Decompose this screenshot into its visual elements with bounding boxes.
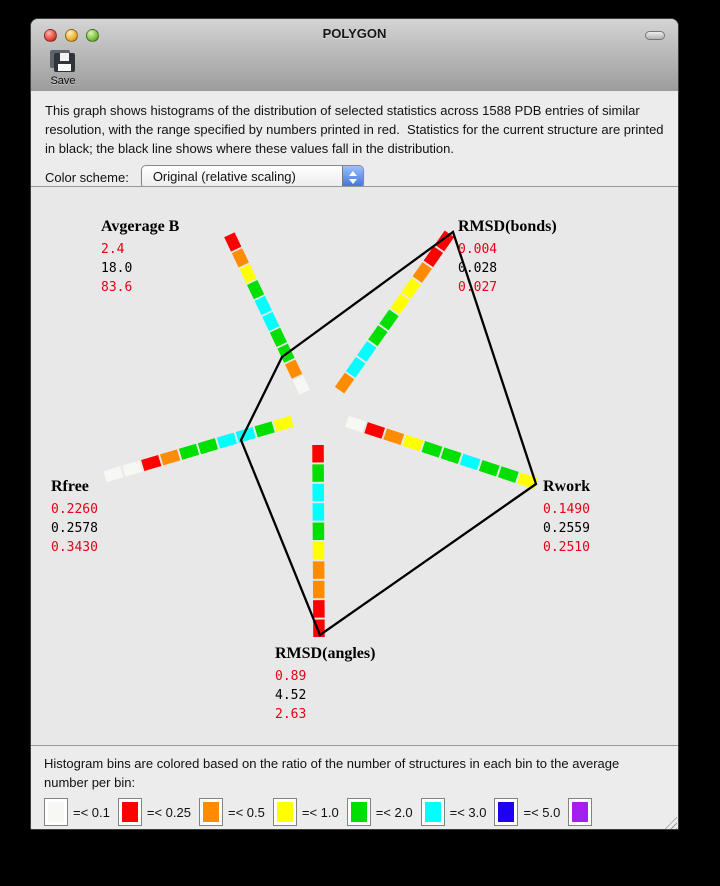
legend-swatch-blue xyxy=(494,798,518,826)
axis-min: 2.4 xyxy=(101,242,125,257)
window-header xyxy=(31,19,678,92)
legend-swatch-white xyxy=(44,798,68,826)
axis-max: 2.63 xyxy=(275,707,307,722)
axis-current: 18.0 xyxy=(101,261,133,276)
save-button[interactable] xyxy=(40,50,86,87)
toolbar xyxy=(31,49,678,91)
description-panel xyxy=(31,91,678,186)
axis-label-rmsd-angles- xyxy=(275,645,375,724)
axis-current: 0.028 xyxy=(458,261,498,276)
polygon-window xyxy=(30,18,679,830)
axis-min: 0.2260 xyxy=(51,502,98,517)
window-title: POLYGON xyxy=(322,26,387,41)
polygon-plot xyxy=(31,186,678,746)
zoom-button[interactable] xyxy=(86,29,99,42)
legend-item-blue xyxy=(494,798,568,826)
description-text: This graph shows histograms of the distribution of selected statistics across 1588 PDB entries of similar resolution, with the range specified by numbers printed in red. Statistics for the current structure are printed in black; the black line shows where these values fall in the distribution. xyxy=(45,103,668,156)
close-button[interactable] xyxy=(44,29,57,42)
axis-label-avgerage-b xyxy=(101,218,179,297)
axis-title: RMSD(angles) xyxy=(275,645,376,662)
traffic-lights xyxy=(44,29,99,42)
toolbar-toggle-button[interactable] xyxy=(645,31,665,40)
legend-label: =< 2.0 xyxy=(375,804,413,820)
axis-min: 0.1490 xyxy=(543,502,590,517)
axis-min: 0.89 xyxy=(275,669,307,684)
axis-label-rmsd-bonds- xyxy=(458,218,557,297)
legend-swatch-orange xyxy=(199,798,223,826)
axis-min: 0.004 xyxy=(458,242,498,257)
legend-label: =< 0.25 xyxy=(146,804,191,820)
legend-item-orange xyxy=(199,798,273,826)
legend-item-white xyxy=(44,798,118,826)
axis-title: RMSD(bonds) xyxy=(458,218,557,235)
legend-label: =< 1.0 xyxy=(301,804,339,820)
axis-max: 0.2510 xyxy=(543,540,590,555)
axis-max: 0.3430 xyxy=(51,540,98,555)
legend-label: =< 0.1 xyxy=(73,804,110,820)
legend-swatch-yellow xyxy=(273,798,297,826)
window-content xyxy=(31,91,678,829)
axis-label-rwork xyxy=(543,478,590,557)
legend-item-cyan xyxy=(421,798,495,826)
legend-item-yellow xyxy=(273,798,347,826)
axis-label-rfree xyxy=(51,478,98,557)
axis-title: Rfree xyxy=(51,478,89,495)
save-button-label: Save xyxy=(50,75,76,87)
resize-grip[interactable] xyxy=(663,815,677,829)
legend-swatch-red xyxy=(118,798,142,826)
legend-label: =< 0.5 xyxy=(227,804,265,820)
axis-title: Rwork xyxy=(543,478,591,495)
axis-current: 4.52 xyxy=(275,688,307,703)
axis-current: 0.2578 xyxy=(51,521,98,536)
save-icon xyxy=(50,50,76,73)
axis-current: 0.2559 xyxy=(543,521,590,536)
legend-description-text: Histogram bins are colored based on the ratio of the number of structures in each bin to the average number per bin: xyxy=(44,756,620,790)
axis-max: 83.6 xyxy=(101,280,133,295)
legend-row xyxy=(44,798,665,826)
titlebar[interactable] xyxy=(31,19,678,49)
legend-label: =< 5.0 xyxy=(523,804,561,820)
legend-panel xyxy=(31,746,678,830)
legend-label: =< 3.0 xyxy=(449,804,487,820)
legend-swatch-green xyxy=(347,798,371,826)
legend-item-green xyxy=(347,798,421,826)
dropdown-stepper-icon xyxy=(342,166,363,188)
legend-item-red xyxy=(118,798,199,826)
axis-max: 0.027 xyxy=(458,280,498,295)
minimize-button[interactable] xyxy=(65,29,78,42)
legend-item-purple xyxy=(568,798,597,826)
color-scheme-selected-value: Original (relative scaling) xyxy=(152,169,296,184)
legend-swatch-cyan xyxy=(421,798,445,826)
legend-swatch-purple xyxy=(568,798,592,826)
color-scheme-label: Color scheme: xyxy=(45,169,129,185)
axis-title: Avgerage B xyxy=(101,218,180,235)
